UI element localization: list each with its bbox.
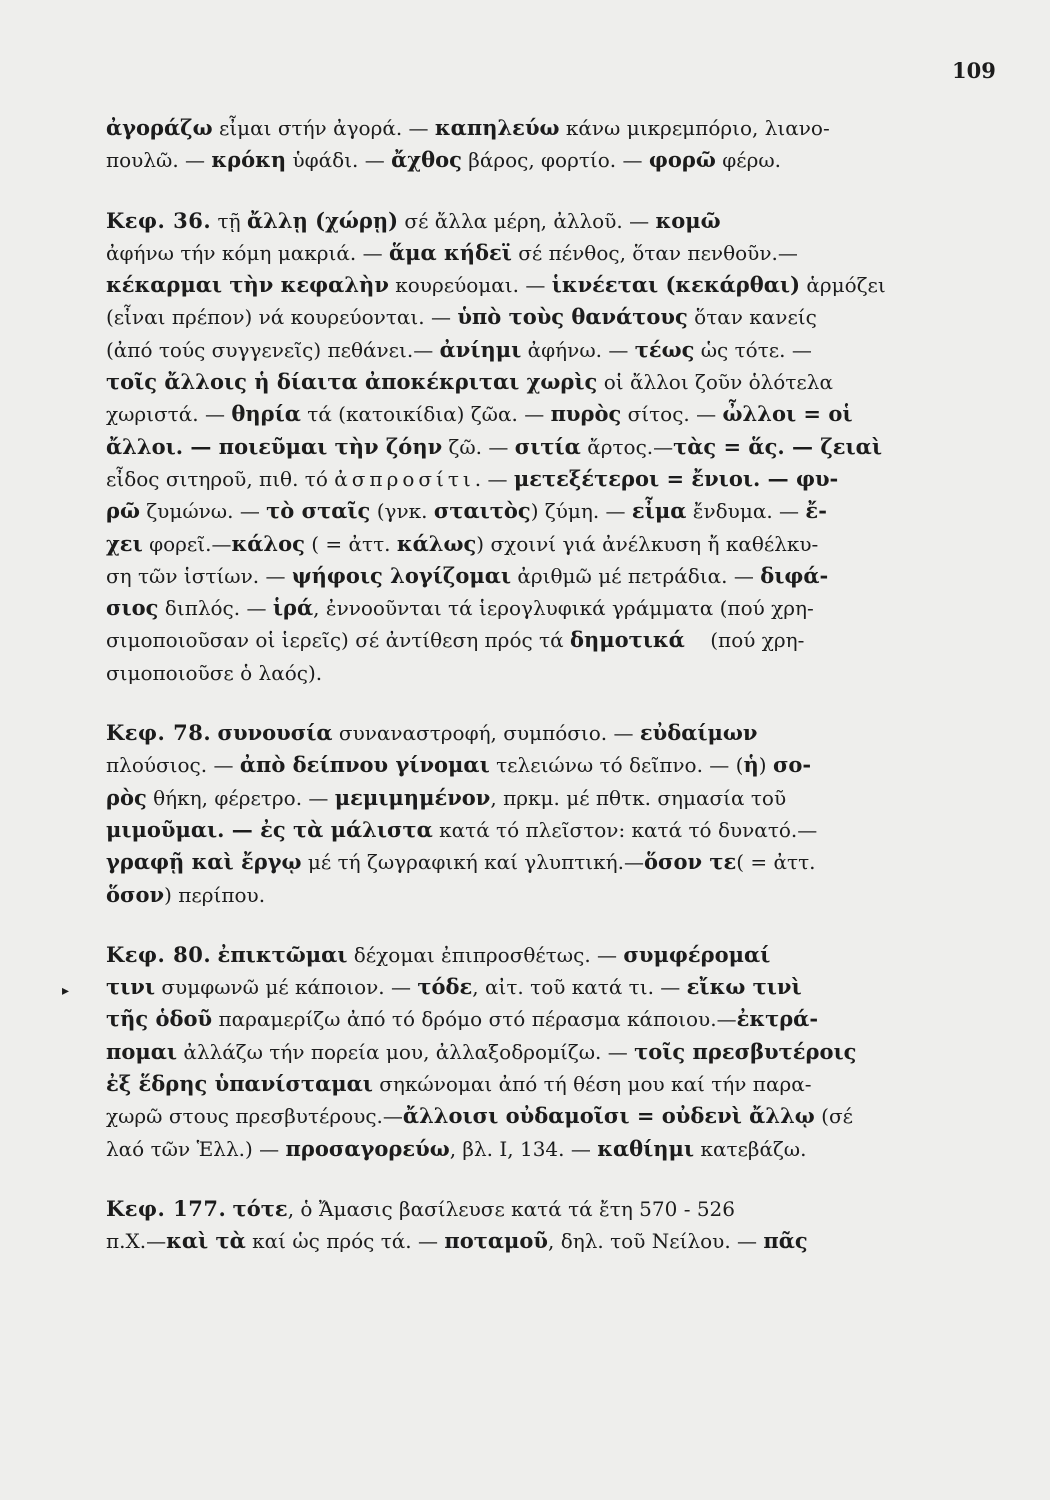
paragraph-chapter-177	[106, 1193, 964, 1258]
text-line: χωριστά. — θηρία τά (κατοικίδια) ζῶα. — πυρὸς σίτος. — ὦλλοι = οἱ	[106, 401, 853, 427]
text-line: ἀφήνω τήν κόμη μακριά. — ἅμα κήδεϊ σέ πένθος, ὅταν πενθοῦν.—	[106, 239, 798, 265]
text-line: τοῖς ἄλλοις ἡ δίαιτα ἀποκέκριται χωρὶς οἱ ἄλλοι ζοῦν ὁλότελα	[106, 369, 833, 395]
text-line: τινι συμφωνῶ μέ κάποιον. — τόδε, αἰτ. τοῦ κατά τι. — εἴκω τινὶ	[106, 974, 802, 1000]
text-line: εἶδος σιτηροῦ, πιθ. τό ἀσπροσίτι. — μετεξέτεροι = ἔνιοι. — φυ-	[106, 465, 839, 491]
text-line: λαό τῶν Ἑλλ.) — προσαγορεύω, βλ. I, 134. — καθίημι κατεβάζω.	[106, 1135, 807, 1161]
page-number: 109	[952, 58, 996, 83]
text-line: π.Χ.—καὶ τὰ καί ὡς πρός τά. — ποταμοῦ, δηλ. τοῦ Νείλου. — πᾶς	[106, 1228, 808, 1254]
text-line: Κεφ. 80. ἐπικτῶμαι δέχομαι ἐπιπροσθέτως. — συμφέρομαί	[106, 941, 771, 967]
text-line: γραφῇ καὶ ἔργῳ μέ τή ζωγραφική καί γλυπτική.—ὅσον τε( = ἀττ.	[106, 849, 816, 875]
text-line: τῆς ὁδοῦ παραμερίζω ἀπό τό δρόμο στό πέρασμα κάποιου.—ἐκτρά-	[106, 1006, 819, 1032]
text-line: Κεφ. 36. τῇ ἄλλῃ (χώρῃ) σέ ἄλλα μέρη, ἀλλοῦ. — κομῶ	[106, 207, 721, 233]
text-line: ρὸς θήκη, φέρετρο. — μεμιμημένον, πρκμ. μέ πθτκ. σημασία τοῦ	[106, 784, 787, 810]
text-line: κέκαρμαι τὴν κεφαλὴν κουρεύομαι. — ἱκνέεται (κεκάρθαι) ἁρμόζει	[106, 272, 886, 298]
text-line: (ἀπό τούς συγγενεῖς) πεθάνει.— ἀνίημι ἀφήνω. — τέως ὡς τότε. —	[106, 336, 812, 362]
text-line: Κεφ. 177. τότε, ὁ Ἄμασις βασίλευσε κατά τά ἔτη 570 - 526	[106, 1195, 735, 1221]
text-line: πομαι ἀλλάζω τήν πορεία μου, ἀλλαξοδρομίζω. — τοῖς πρεσβυτέροις	[106, 1038, 857, 1064]
paragraph-intro	[106, 112, 964, 177]
text-line: (εἶναι πρέπον) νά κουρεύονται. — ὑπὸ τοὺς θανάτους ὅταν κανείς	[106, 304, 817, 330]
text-line: ρῶ ζυμώνω. — τὸ σταῖς (γνκ. σταιτὸς) ζύμη. — εἶμα ἔνδυμα. — ἔ-	[106, 498, 827, 524]
text-line: ἄλλοι. — ποιεῦμαι τὴν ζόην ζῶ. — σιτία ἄρτος.—τὰς = ἅς. — ζειαὶ	[106, 433, 883, 459]
paragraph-chapter-78	[106, 717, 964, 911]
text-line: σιμοποιοῦσαν οἱ ἱερεῖς) σέ ἀντίθεση πρός τά δημοτικά (πού χρη-	[106, 627, 805, 653]
text-line: ἐξ ἕδρης ὑπανίσταμαι σηκώνομαι ἀπό τή θέση μου καί τήν παρα-	[106, 1071, 812, 1097]
text-line: Κεφ. 78. συνουσία συναναστροφή, συμπόσιο. — εὐδαίμων	[106, 720, 758, 746]
text-line: ἀγοράζω εἶμαι στήν ἀγορά. — καπηλεύω κάνω μικρεμπόριο, λιανο-	[106, 115, 830, 140]
glossary-text	[106, 112, 964, 1286]
paragraph-chapter-80	[106, 939, 964, 1165]
text-line: ὅσον) περίπου.	[106, 881, 266, 907]
text-line: χωρῶ στους πρεσβυτέρους.—ἄλλοισι οὐδαμοῖσι = οὐδενὶ ἄλλῳ (σέ	[106, 1103, 853, 1129]
text-line: ση τῶν ἱστίων. — ψήφοις λογίζομαι ἀριθμῶ μέ πετράδια. — διφά-	[106, 562, 829, 588]
text-line: πουλῶ. — κρόκη ὑφάδι. — ἄχθος βάρος, φορτίο. — φορῶ φέρω.	[106, 147, 781, 173]
text-line: σιμοποιοῦσε ὁ λαός).	[106, 660, 323, 685]
text-line: χει φορεῖ.—κάλος ( = ἀττ. κάλως) σχοινί γιά ἀνέλκυση ἤ καθέλκυ-	[106, 530, 819, 556]
margin-mark: ▸	[62, 983, 70, 999]
text-line: πλούσιος. — ἀπὸ δείπνου γίνομαι τελειώνω τό δεῖπνο. — (ἡ) σο-	[106, 752, 812, 778]
paragraph-chapter-36	[106, 205, 964, 689]
text-line: σιος διπλός. — ἱρά, ἐννοοῦνται τά ἱερογλυφικά γράμματα (πού χρη-	[106, 595, 814, 621]
text-line: μιμοῦμαι. — ἐς τὰ μάλιστα κατά τό πλεῖστον: κατά τό δυνατό.—	[106, 816, 818, 842]
